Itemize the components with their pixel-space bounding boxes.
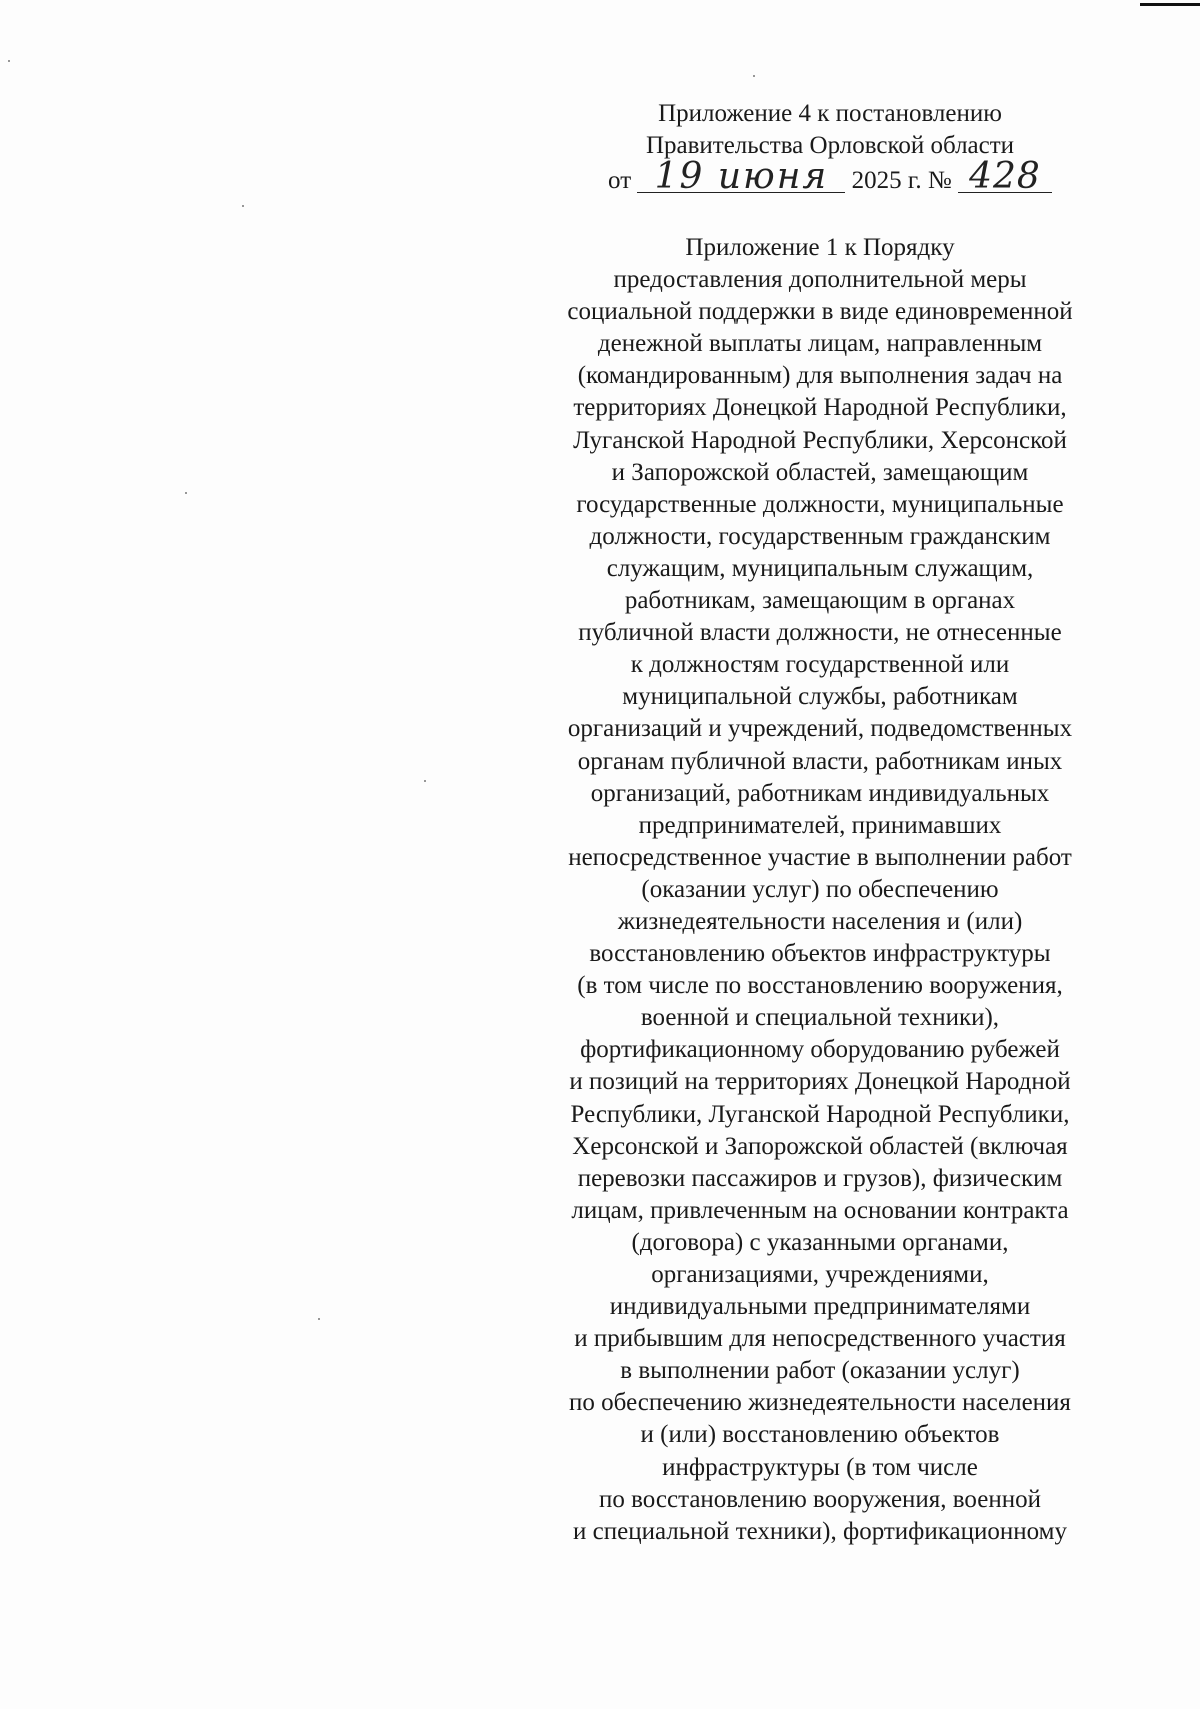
appendix-line: и (или) восстановлению объектов: [640, 1421, 1000, 1449]
scan-speck: [753, 75, 755, 77]
from-label: от: [608, 167, 632, 194]
scan-speck: [242, 205, 244, 207]
appendix-line: Республики, Луганской Народной Республики,: [570, 1100, 1070, 1128]
appendix-line: работникам, замещающим в органах: [624, 587, 1016, 615]
handwritten-date: 19 июня: [637, 162, 845, 193]
header-date-line: [560, 156, 1100, 197]
appendix-line: Луганской Народной Республики, Херсонской: [573, 426, 1067, 454]
appendix-line: денежной выплаты лицам, направленным: [597, 330, 1043, 358]
header-line-2: Правительства Орловской области: [645, 132, 1015, 159]
appendix-heading: [520, 232, 1120, 1548]
appendix-line: государственные должности, муниципальные: [576, 490, 1064, 518]
appendix-line: военной и специальной техники),: [640, 1004, 1000, 1032]
appendix-line: должности, государственным гражданским: [589, 522, 1051, 550]
scan-corner-mark: [1140, 3, 1200, 6]
scan-speck: [318, 1318, 320, 1320]
appendix-line: к должностям государственной или: [630, 651, 1010, 679]
appendix-line: в выполнении работ (оказании услуг): [620, 1357, 1020, 1385]
appendix-line: и прибывшим для непосредственного участия: [574, 1325, 1066, 1353]
appendix-line: (в том числе по восстановлению вооружения,: [577, 972, 1063, 1000]
appendix-line: социальной поддержки в виде единовременной: [567, 298, 1073, 326]
appendix-line: публичной власти должности, не отнесенные: [578, 619, 1062, 647]
appendix-line: жизнедеятельности населения и (или): [617, 907, 1023, 935]
appendix-line: и специальной техники), фортификационному: [573, 1517, 1067, 1545]
appendix-line: Приложение 1 к Порядку: [685, 234, 955, 261]
scan-speck: [8, 60, 10, 62]
header-line-1: Приложение 4 к постановлению: [658, 100, 1002, 127]
decree-header: [560, 98, 1100, 197]
handwritten-number: 428: [958, 162, 1052, 193]
appendix-line: территориях Донецкой Народной Республики,: [573, 394, 1067, 422]
appendix-line: и позиций на территориях Донецкой Народной: [569, 1068, 1071, 1096]
year-suffix: 2025 г. №: [851, 167, 952, 194]
scan-speck: [424, 780, 426, 782]
appendix-line: и Запорожской областей, замещающим: [611, 458, 1029, 486]
scan-speck: [185, 492, 187, 494]
appendix-line: предоставления дополнительной меры: [613, 266, 1027, 294]
appendix-line: предпринимателей, принимавших: [638, 811, 1002, 839]
appendix-line: (договора) с указанными органами,: [631, 1228, 1009, 1256]
appendix-line: (командированным) для выполнения задач на: [577, 362, 1063, 390]
appendix-line: инфраструктуры (в том числе: [662, 1453, 978, 1481]
appendix-line: по восстановлению вооружения, военной: [599, 1485, 1041, 1513]
appendix-line: фортификационному оборудованию рубежей: [580, 1036, 1060, 1064]
appendix-line: перевозки пассажиров и грузов), физическим: [577, 1164, 1063, 1192]
appendix-line: лицам, привлеченным на основании контракта: [571, 1196, 1069, 1224]
appendix-line: организаций и учреждений, подведомственных: [567, 715, 1073, 743]
appendix-line: служащим, муниципальным служащим,: [606, 554, 1034, 582]
appendix-line: индивидуальными предпринимателями: [609, 1293, 1031, 1321]
appendix-line: организаций, работникам индивидуальных: [590, 779, 1050, 807]
appendix-line: организациями, учреждениями,: [651, 1261, 989, 1288]
appendix-line: муниципальной службы, работникам: [622, 683, 1018, 711]
appendix-line: по обеспечению жизнедеятельности населения: [569, 1389, 1071, 1417]
appendix-line: (оказании услуг) по обеспечению: [641, 875, 999, 903]
appendix-line: непосредственное участие в выполнении работ: [568, 843, 1072, 871]
appendix-line: восстановлению объектов инфраструктуры: [589, 940, 1051, 968]
appendix-line: органам публичной власти, работникам иных: [577, 747, 1063, 775]
appendix-line: Херсонской и Запорожской областей (включая: [572, 1132, 1068, 1160]
